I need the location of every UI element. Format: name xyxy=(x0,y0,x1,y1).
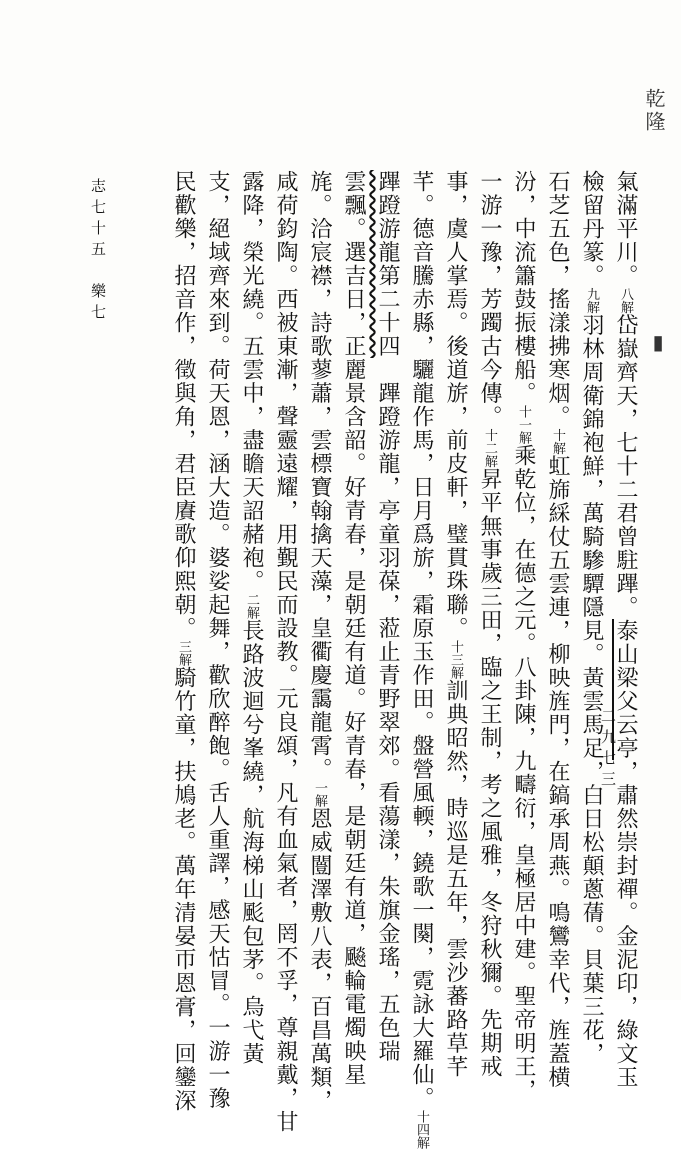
text-column xyxy=(235,170,268,1066)
volume-label: 志七十五 樂七 xyxy=(89,178,107,325)
text-segment: 雲飄。選吉日，正麗景含韶。好青春，是朝廷有道。好青春，是朝廷有道，飈輪電燭映星 xyxy=(341,170,366,1087)
text-segment: ，肅然崇封禪。金泥印，綠文玉 xyxy=(613,760,638,1089)
stanza-marker: 十三解 xyxy=(448,640,463,679)
text-segment: 昇平無事歲三田，臨之王制，考之風雅，冬狩秋獮。先期戒 xyxy=(477,467,502,1079)
text-segment: 一游一豫，芳躅古今傳。 xyxy=(477,170,502,429)
header-mark: 乾隆 xyxy=(642,88,666,134)
stanza-marker: 十一解 xyxy=(516,405,531,444)
text-segment: 長路波迴兮峯繞，航海梯山颩包茅。烏弋黃 xyxy=(239,619,264,1066)
text-segment: 民歡樂，招音作，徵與角，君臣賡歌仰熙朝。 xyxy=(171,170,196,640)
text-segment: 露降，榮光繞。五雲中，盡瞻天詔赭袍。 xyxy=(239,170,264,593)
text-segment: 支，絕域齊來到。荷天恩，涵大造。婆娑起舞，歡欣醉飽。舌人重譯，感天怙冒。一游一豫 xyxy=(205,170,230,1110)
text-column xyxy=(575,170,608,1066)
text-segment: 岱嶽齊天，七十二君曾駐蹕。 xyxy=(613,313,638,619)
text-segment: 咸荷鈞陶。西被東漸，聲靈遠耀，用覲民而設教。元良頌，凡有血氣者，罔不孚，尊親戴，甘 xyxy=(273,170,298,1134)
stanza-marker: 十二解 xyxy=(482,428,497,468)
stanza-marker: 十四解 xyxy=(414,1110,429,1149)
text-column xyxy=(337,170,370,1087)
stanza-marker: 十解 xyxy=(550,428,565,455)
text-segment: 騎竹童，扶鳩老。萬年清晏帀恩膏，回鑾深 xyxy=(171,666,196,1113)
text-segment: 汾，中流簫鼓振樓船。 xyxy=(511,170,536,405)
stanza-marker: 九解 xyxy=(584,287,599,314)
song-title: 蹕蹬游龍第二十四 xyxy=(375,170,400,358)
text-column xyxy=(609,170,642,1089)
text-segment: 芊。德音騰赤縣，驪龍作馬，日月爲旂，霜原玉作田。盤營風輭，鐃歌一闋，霓詠大羅仙。 xyxy=(409,170,434,1110)
stanza-marker: 八解 xyxy=(618,287,633,314)
text-segment: 氣滿平川。 xyxy=(613,170,638,288)
text-column xyxy=(371,170,404,1063)
stanza-marker: 二解 xyxy=(244,593,259,619)
text-segment: 泰山梁父云亭 xyxy=(613,619,638,760)
text-column xyxy=(473,170,506,1079)
text-segment: 恩威闓澤敷八表，百昌萬類， xyxy=(307,807,332,1113)
text-column xyxy=(439,170,472,1079)
text-column xyxy=(541,170,574,1089)
text-column xyxy=(269,170,302,1134)
side-mark: ▮ xyxy=(646,330,670,354)
page-number: 二九七三 xyxy=(599,708,617,792)
text-segment: 蹕蹬游龍，亭童羽葆，蒞止青野翠郊。看蕩漾，朱旗金瑤，五色瑞 xyxy=(375,358,400,1063)
text-segment: 虹旆綵仗五雲連，柳映旌門，在鎬承周燕。鳴鸞幸代，旌蓋横 xyxy=(545,454,570,1089)
text-segment: 檢留丹篆。 xyxy=(579,170,604,288)
text-columns xyxy=(120,170,642,1149)
text-column xyxy=(507,170,540,1102)
text-segment: 訓典昭然，時巡是五年，雲沙蕃路草芊 xyxy=(443,679,468,1079)
text-segment: 乘乾位，在德之元。八卦陳，九疇衍，皇極居中建。聖帝明王， xyxy=(511,444,536,1102)
stanza-marker: 一解 xyxy=(312,781,327,807)
text-segment: 旄。洽宸襟，詩歌蓼蕭，雲標寶翰擒天藻，皇衢慶靄龍霄。 xyxy=(307,170,332,781)
text-column xyxy=(303,170,336,1113)
text-segment: 事，虞人掌焉。後道旂，前皮軒，璧貫珠聯。 xyxy=(443,170,468,640)
stanza-marker: 三解 xyxy=(176,640,191,666)
text-segment: 羽林周衛錦袍鮮，萬騎驂驔隱見。黃雲馬足，白日松顛蔥蒨。貝葉三花， xyxy=(579,313,604,1066)
text-segment: 石芝五色，搖漾拂寒烟。 xyxy=(545,170,570,429)
text-column xyxy=(405,170,438,1149)
text-column xyxy=(201,170,234,1110)
text-column xyxy=(167,170,200,1113)
